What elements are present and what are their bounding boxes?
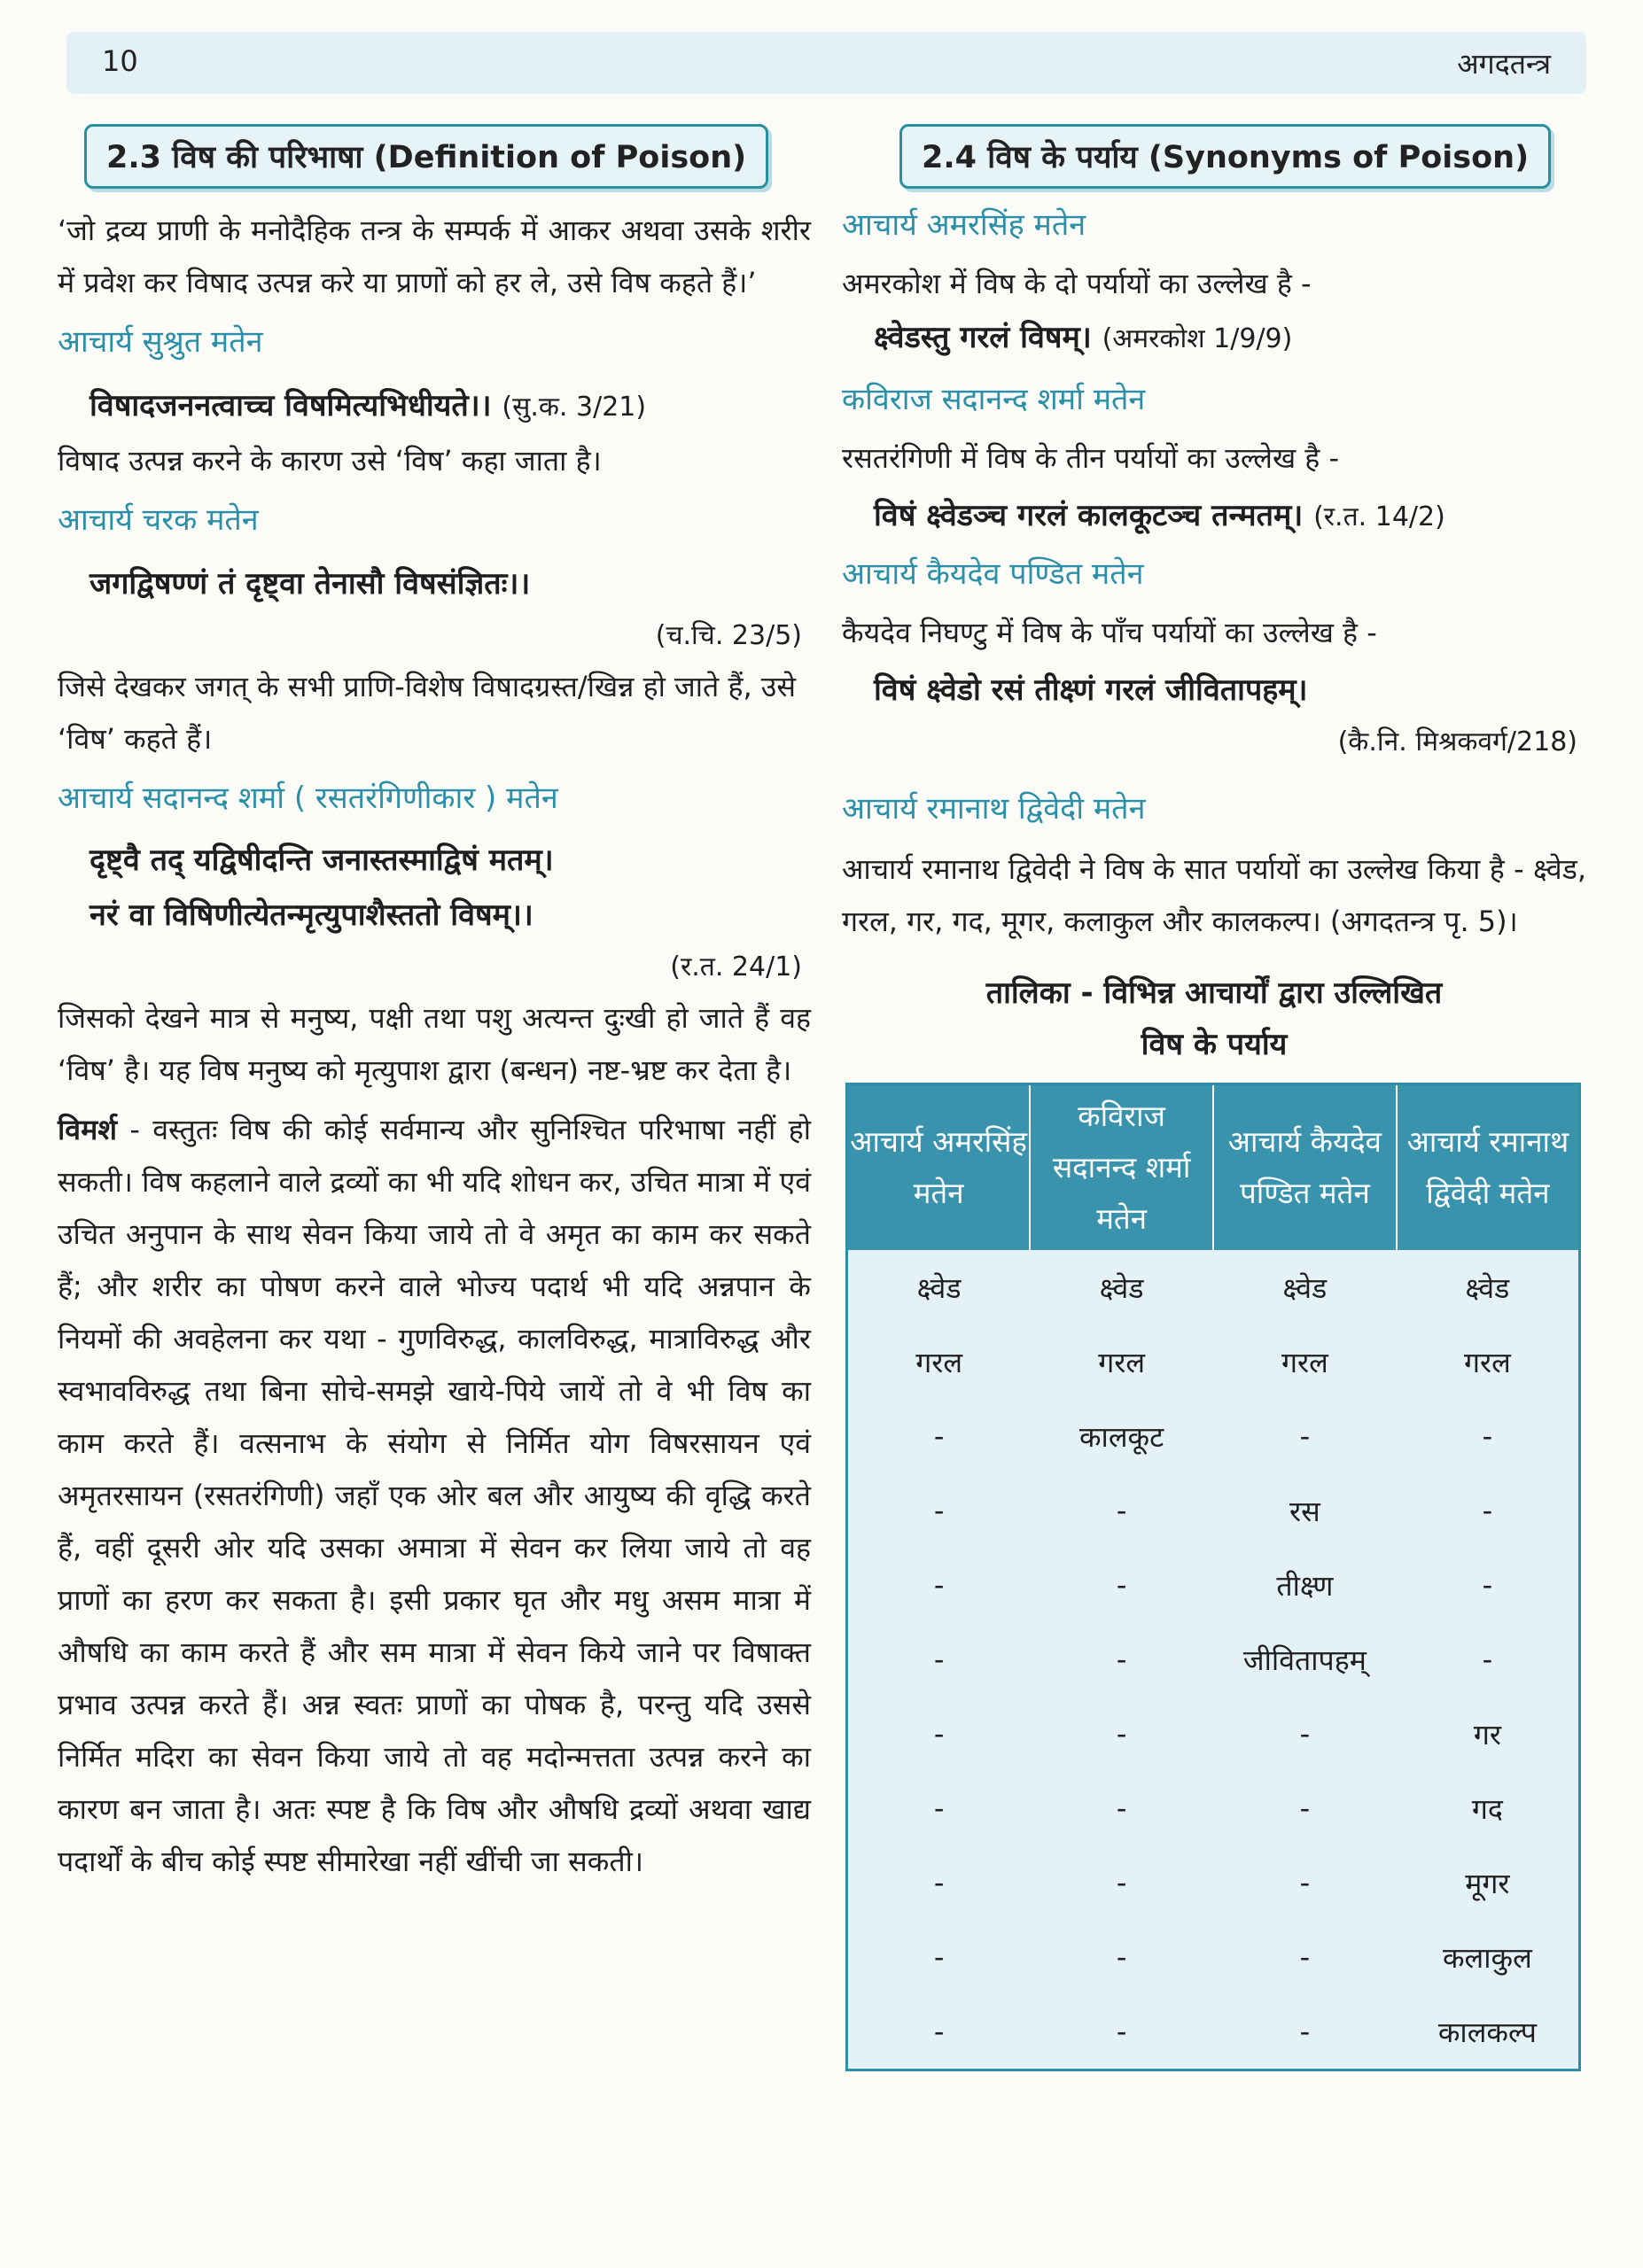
table-cell: - — [1397, 1473, 1580, 1548]
table-cell: गरल — [847, 1324, 1031, 1399]
explanation-charaka: जिसे देखकर जगत् के सभी प्राणि-विशेष विषादग्रस्त/खिन्न हो जाते हैं, उसे ‘विष’ कहते हैं। — [58, 670, 796, 756]
verse-kaviraj-text: विषं क्ष्वेडञ्च गरलं कालकूटञ्च तन्मतम्। — [874, 498, 1304, 533]
section-title-definition: 2.3 विष की परिभाषा (Definition of Poison) — [84, 124, 768, 189]
table-cell: - — [847, 1622, 1031, 1697]
ref-charaka: (च.चि. 23/5) — [655, 620, 802, 651]
heading-sushruta: आचार्य सुश्रुत मतेन — [58, 324, 263, 360]
table-cell: - — [847, 1994, 1031, 2070]
table-cell: रस — [1213, 1473, 1397, 1548]
vimarsha-paragraph — [58, 1104, 811, 1888]
table-row — [847, 1697, 1580, 1771]
table-cell: - — [1030, 1697, 1213, 1771]
page-header — [66, 32, 1586, 94]
book-title: अगदतन्त्र — [1457, 47, 1551, 81]
table-cell: कालकूट — [1030, 1399, 1213, 1473]
verse-kaiyadeva: विषं क्ष्वेडो रसं तीक्ष्णं गरलं जीवितापहम्। — [874, 672, 1308, 708]
table-row — [847, 1622, 1580, 1697]
heading-amarasimha: आचार्य अमरसिंह मतेन — [842, 207, 1086, 243]
table-header-cell: आचार्य अमरसिंह मतेन — [847, 1084, 1031, 1251]
table-cell: - — [1213, 1920, 1397, 1994]
table-cell: - — [1213, 1697, 1397, 1771]
table-cell: क्ष्वेड — [847, 1250, 1031, 1324]
explanation-sadananda: जिसको देखने मात्र से मनुष्य, पक्षी तथा पशु अत्यन्त दुःखी हो जाते हैं वह ‘विष’ है। यह विष मनुष्य को मृत्युपाश द्वारा (बन्धन) नष्ट-भ्रष्ट कर देता है। — [58, 1001, 811, 1087]
table-cell: - — [847, 1771, 1031, 1845]
table-cell: कलाकुल — [1397, 1920, 1580, 1994]
table-cell: - — [1030, 1473, 1213, 1548]
table-cell: - — [1397, 1622, 1580, 1697]
synonyms-table — [845, 1083, 1581, 2071]
table-row — [847, 1845, 1580, 1920]
table-cell: गरल — [1213, 1324, 1397, 1399]
table-header-cell: कविराज सदानन्द शर्मा मतेन — [1030, 1084, 1213, 1251]
table-row — [847, 1399, 1580, 1473]
right-column — [842, 124, 1586, 2071]
table-cell: मूगर — [1397, 1845, 1580, 1920]
table-cell: क्ष्वेड — [1213, 1250, 1397, 1324]
heading-sadananda: आचार्य सदानन्द शर्मा ( रसतरंगिणीकार ) मतेन — [58, 781, 558, 816]
intro-kaviraj: रसतरंगिणी में विष के तीन पर्यायों का उल्लेख है - — [842, 441, 1340, 475]
table-cell: गरल — [1397, 1324, 1580, 1399]
table-cell: - — [847, 1399, 1031, 1473]
table-cell: गद — [1397, 1771, 1580, 1845]
table-cell: - — [1030, 1548, 1213, 1622]
table-cell: - — [1397, 1548, 1580, 1622]
table-cell: - — [847, 1845, 1031, 1920]
table-cell: जीवितापहम् — [1213, 1622, 1397, 1697]
table-cell: कालकल्प — [1397, 1994, 1580, 2070]
table-caption-line2: विष के पर्याय — [1141, 1027, 1288, 1062]
table-cell: - — [847, 1920, 1031, 1994]
verse-sadananda-line2: नरं वा विषिणीत्येतन्मृत्युपाशैस्ततो विषम्।। — [90, 897, 533, 933]
table-cell: - — [1397, 1399, 1580, 1473]
explanation-sushruta: विषाद उत्पन्न करने के कारण उसे ‘विष’ कहा जाता है। — [58, 444, 602, 478]
ref-sushruta: (सु.क. 3/21) — [502, 392, 647, 423]
table-cell: - — [1030, 1845, 1213, 1920]
page-number: 10 — [102, 44, 138, 78]
table-row — [847, 1994, 1580, 2070]
intro-amarasimha: अमरकोश में विष के दो पर्यायों का उल्लेख है - — [842, 267, 1312, 300]
section-title-synonyms: 2.4 विष के पर्याय (Synonyms of Poison) — [899, 124, 1551, 189]
definition-intro: ‘जो द्रव्य प्राणी के मनोदैहिक तन्त्र के सम्पर्क में आकर अथवा उसके शरीर में प्रवेश कर विषाद उत्पन्न करे या प्राणों को हर ले, उसे विष कहते हैं।’ — [58, 214, 811, 299]
table-header-cell: आचार्य कैयदेव पण्डित मतेन — [1213, 1084, 1397, 1251]
table-header-row — [847, 1084, 1580, 1251]
table-row — [847, 1771, 1580, 1845]
verse-sushruta — [90, 378, 811, 435]
table-cell: - — [1030, 1622, 1213, 1697]
intro-kaiyadeva: कैयदेव निघण्टु में विष के पाँच पर्यायों का उल्लेख है - — [842, 616, 1377, 649]
verse-charaka: जगद्विषण्णं तं दृष्ट्वा तेनासौ विषसंज्ञितः।। — [90, 566, 531, 602]
table-cell: क्ष्वेड — [1030, 1250, 1213, 1324]
verse-sushruta-text: विषादजननत्वाच्च विषमित्यभिधीयते।। — [90, 388, 492, 423]
table-header-cell: आचार्य रमानाथ द्विवेदी मतेन — [1397, 1084, 1580, 1251]
table-cell: - — [1213, 1399, 1397, 1473]
verse-amarasimha-text: क्ष्वेडस्तु गरलं विषम्। — [874, 320, 1092, 355]
ref-sadananda: (र.त. 24/1) — [670, 951, 802, 983]
verse-sadananda-line1: दृष्ट्वै तद् यद्विषीदन्ति जनास्तस्माद्विषं मतम्। — [90, 843, 554, 878]
heading-ramanath: आचार्य रमानाथ द्विवेदी मतेन — [842, 791, 1146, 827]
table-row — [847, 1250, 1580, 1324]
ref-amarasimha: (अमरकोश 1/9/9) — [1102, 323, 1293, 354]
heading-charaka: आचार्य चरक मतेन — [58, 502, 259, 538]
table-cell: - — [1213, 1994, 1397, 2070]
table-row — [847, 1324, 1580, 1399]
table-cell: - — [1030, 1994, 1213, 2070]
table-cell: गर — [1397, 1697, 1580, 1771]
table-row — [847, 1473, 1580, 1548]
heading-kaiyadeva: आचार्य कैयदेव पण्डित मतेन — [842, 556, 1144, 592]
table-cell: तीक्ष्ण — [1213, 1548, 1397, 1622]
heading-kaviraj: कविराज सदानन्द शर्मा मतेन — [842, 382, 1146, 417]
table-cell: गरल — [1030, 1324, 1213, 1399]
table-cell: - — [1030, 1771, 1213, 1845]
text-ramanath: आचार्य रमानाथ द्विवेदी ने विष के सात पर्यायों का उल्लेख किया है - क्ष्वेड, गरल, गर, गद, मूगर, कलाकुल और कालकल्प। (अगदतन्त्र पृ. 5)। — [842, 852, 1586, 938]
vimarsha-label: विमर्श — [58, 1113, 117, 1146]
left-column — [58, 124, 811, 1888]
verse-amarasimha — [874, 310, 1586, 367]
table-row — [847, 1920, 1580, 1994]
table-caption-line1: तालिका - विभिन्न आचार्यों द्वारा उल्लिखित — [985, 975, 1443, 1011]
table-cell: - — [847, 1697, 1031, 1771]
verse-kaviraj — [874, 488, 1586, 545]
ref-kaviraj: (र.त. 14/2) — [1313, 501, 1445, 532]
table-cell: - — [847, 1473, 1031, 1548]
table-cell: - — [1030, 1920, 1213, 1994]
table-cell: - — [1213, 1771, 1397, 1845]
ref-kaiyadeva: (कै.नि. मिश्रकवर्ग/218) — [1337, 726, 1577, 757]
table-cell: - — [847, 1548, 1031, 1622]
table-cell: - — [1213, 1845, 1397, 1920]
vimarsha-text: - वस्तुतः विष की कोई सर्वमान्य और सुनिश्चित परिभाषा नहीं हो सकती। विष कहलाने वाले द्रव्यों का भी यदि शोधन कर, उचित मात्रा में एवं उचित अनुपान के साथ सेवन किया जाये तो वे अमृत का काम कर सकते हैं; और शरीर का पोषण करने वाले भोज्य पदार्थ भी यदि अन्नपान के नियमों की अवहेलना कर यथा - गुणविरुद्ध, कालविरुद्ध, मात्राविरुद्ध और स्वभावविरुद्ध तथा बिना सोचे-समझे खाये-पिये जायें तो वे भी विष का काम करते हैं। वत्सनाभ के संयोग से निर्मित योग विषरसायन एवं अमृतरसायन (रसतरंगिणी) जहाँ एक ओर बल और आयुष्य की वृद्धि करते हैं, वहीं दूसरी ओर यदि उसका अमात्रा में सेवन कर लिया जाये तो वह प्राणों का हरण कर सकता है। इसी प्रकार घृत और मधु असम मात्रा में औषधि का काम करते हैं और सम मात्रा में सेवन किये जाने पर विषाक्त प्रभाव उत्पन्न करते हैं। अन्न स्वतः प्राणों का पोषक है, परन्तु यदि उससे निर्मित मदिरा का सेवन किया जाये तो वह मदोन्मत्तता उत्पन्न करने का कारण बन जाता है। अतः स्पष्ट है कि विष और औषधि द्रव्यों अथवा खाद्य पदार्थों के बीच कोई स्पष्ट सीमारेखा नहीं खींची जा सकती। — [58, 1113, 811, 1878]
table-row — [847, 1548, 1580, 1622]
table-cell: क्ष्वेड — [1397, 1250, 1580, 1324]
